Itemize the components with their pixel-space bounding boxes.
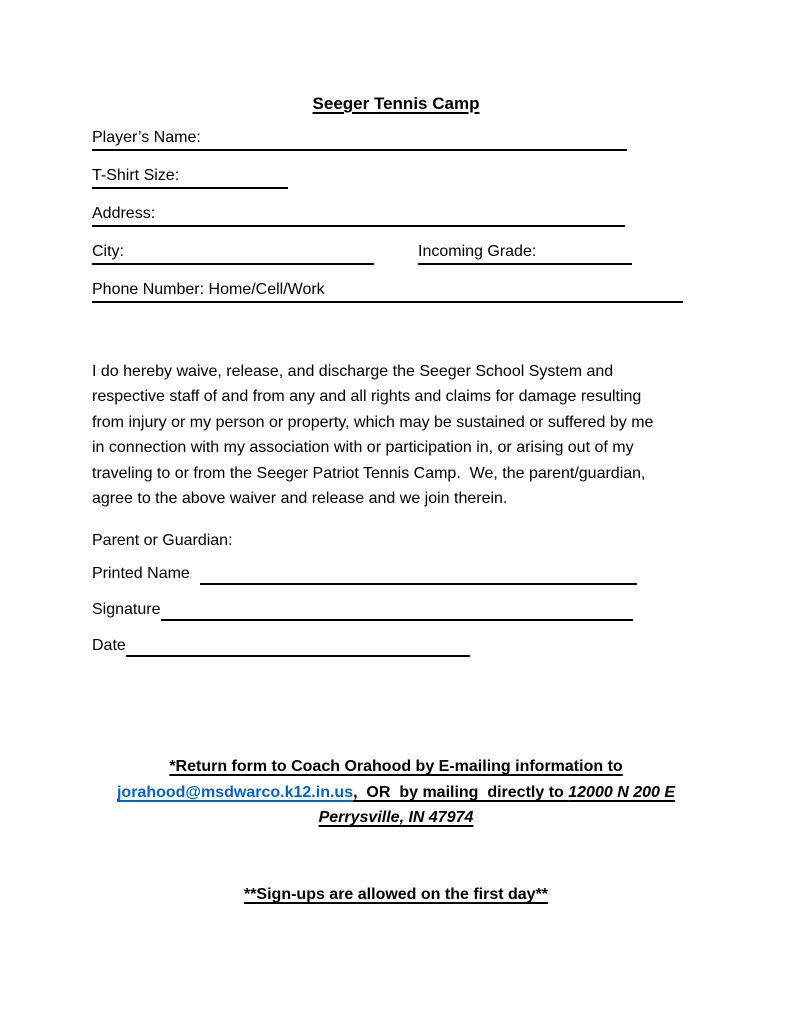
waiver-line: respective staff of and from any and all rights and claims for damage resulting: [92, 388, 642, 406]
phone-field: Phone Number: Home/Cell/Work: [92, 280, 683, 303]
date-blank: [126, 636, 470, 657]
address-field: Address:: [92, 204, 625, 227]
document-title-text: Seeger Tennis Camp: [312, 94, 480, 113]
date-row: [92, 636, 470, 657]
incoming-grade-field: Incoming Grade:: [418, 242, 632, 265]
waiver-line: I do hereby waive, release, and discharge the Seeger School System and: [92, 363, 614, 380]
return-instructions-line2: [92, 780, 700, 806]
players-name-row: [92, 128, 700, 151]
return-instructions-middle-text: , OR by mailing directly to: [353, 783, 569, 801]
city-field: City:: [92, 242, 374, 265]
waiver-paragraph: [92, 359, 700, 511]
mail-address-part1: 12000 N 200 E: [568, 783, 675, 801]
printed-name-row: [92, 564, 637, 585]
waiver-line: in connection with my association with or participation in, or arising out of my: [92, 439, 634, 457]
printed-name-label: Printed Name: [92, 565, 195, 583]
signature-blank: [161, 600, 634, 621]
date-label: Date: [92, 637, 126, 655]
waiver-line: agree to the above waiver and release and we join therein.: [92, 490, 508, 508]
field-spacer: [374, 242, 418, 265]
players-name-field: Player’s Name:: [92, 128, 627, 151]
return-instructions-line1-text: *Return form to Coach Orahood by E-mailing information to: [169, 758, 623, 776]
document-title: [92, 93, 700, 115]
phone-row: [92, 280, 700, 303]
signature-row: [92, 600, 633, 621]
waiver-line: from injury or my person or property, which may be sustained or suffered by me: [92, 413, 654, 431]
tshirt-size-field: T-Shirt Size:: [92, 166, 288, 189]
mail-address-part2: Perrysville, IN 47974: [318, 809, 474, 827]
footer-note: [92, 882, 700, 907]
city-grade-row: [92, 242, 700, 265]
return-instructions-line3: [92, 805, 700, 831]
guardian-heading: Parent or Guardian:: [92, 532, 233, 550]
footer-note-text: **Sign-ups are allowed on the first day**: [243, 885, 549, 903]
waiver-line: traveling to or from the Seeger Patriot Tennis Camp. We, the parent/guardian,: [92, 464, 646, 482]
address-row: [92, 204, 700, 227]
return-instructions: [92, 754, 700, 831]
return-instructions-line1: [92, 754, 700, 780]
tshirt-size-row: [92, 166, 700, 189]
form-content: [92, 93, 700, 907]
email-link[interactable]: jorahood@msdwarco.k12.in.us: [116, 783, 354, 801]
printed-name-blank: [200, 564, 637, 585]
signature-label: Signature: [92, 601, 161, 619]
